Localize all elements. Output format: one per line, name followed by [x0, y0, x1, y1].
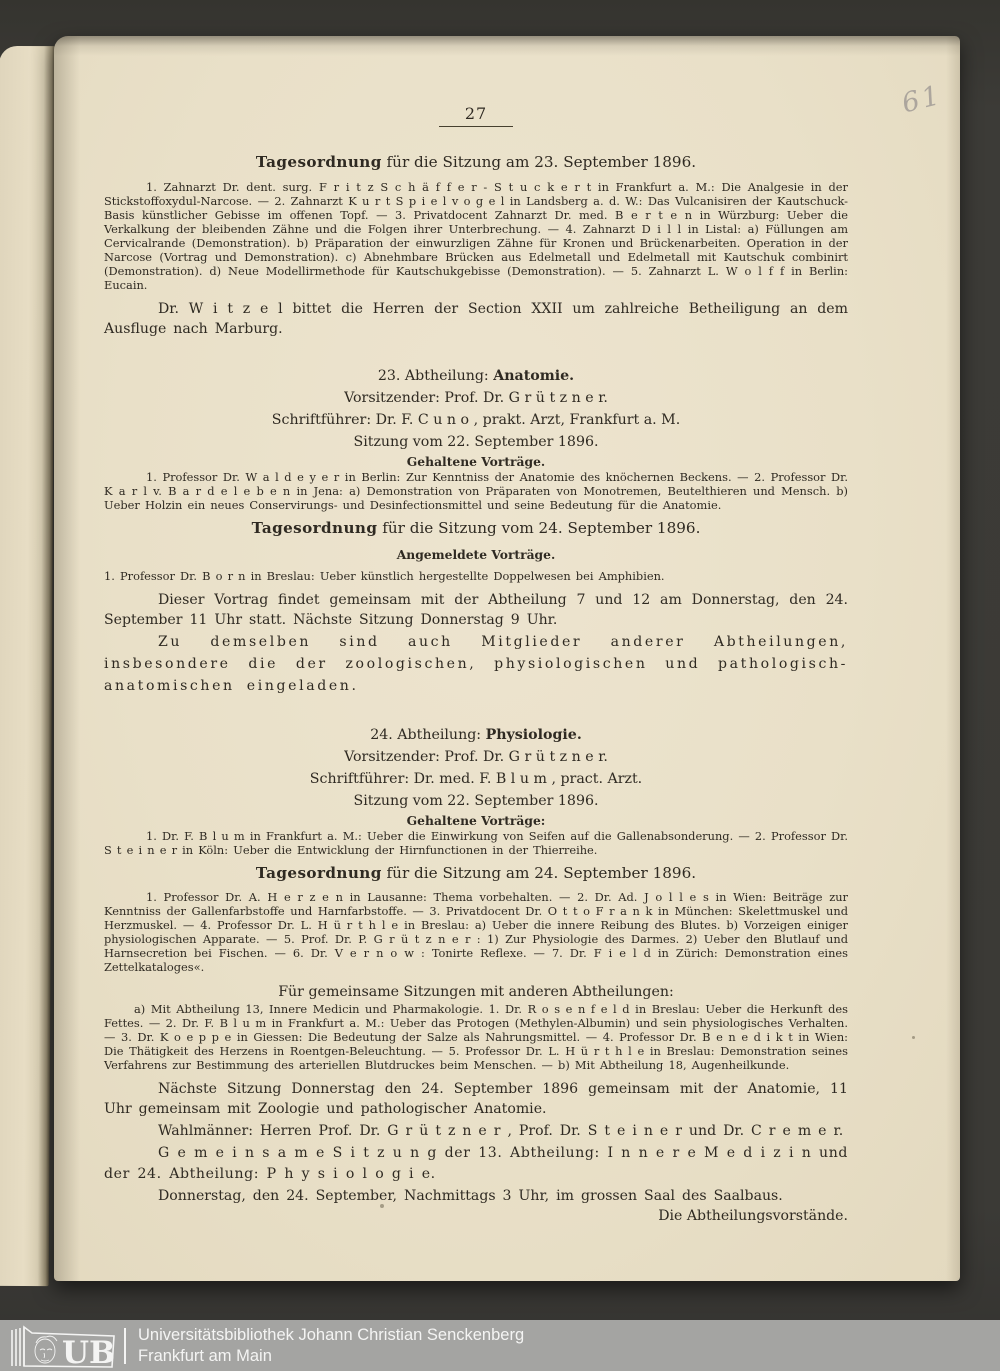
- section-24-joint-session: G e m e i n s a m e S i t z u n g der 13. Abtheilung: I n n e r e M e d i z i n und der 24. Abtheilung: P h y s i o l o g i e.: [104, 1145, 848, 1182]
- excursion-note: Dr. W i t z e l bittet die Herren der Section XXII um zahlreiche Betheiligung an dem Ausfluge nach Marburg.: [104, 300, 848, 337]
- footer-divider: [124, 1328, 126, 1364]
- section-24-heading: [104, 724, 848, 746]
- section-23-number: 23. Abtheilung:: [377, 367, 494, 384]
- footer-text-block: [138, 1325, 524, 1367]
- section-23-held-body: 1. Professor Dr. W a l d e y e r in Berlin: Zur Kenntniss der Anatomie des knöchernen Beckens. — 2. Professor Dr. K a r l v. B a r d e l e b e n in Jena: a) Demonstration von Präparaten von Monotremen, Beutelthieren und Mensch. b) Ueber Holzin ein neues Conservirungs- und Desinfectionsmittel und seine Bedeutung für die Anatomie.: [104, 469, 848, 512]
- section-24-next-session: Nächste Sitzung Donnerstag den 24. September 1896 gemeinsam mit der Anatomie, 11 Uhr gemeinsam mit Zoologie und pathologischer Anatomie.: [104, 1081, 848, 1118]
- section-24-electors: Wahlmänner: Herren Prof. Dr. G r ü t z n e r , Prof. Dr. S t e i n e r und Dr. C r e m e r.: [158, 1123, 844, 1140]
- previous-page-edge: [0, 46, 55, 1286]
- agenda-23-heading-rest: für die Sitzung am 23. September 1896.: [381, 153, 697, 171]
- section-23-held-title: Gehaltene Vorträge.: [406, 453, 546, 469]
- section-24-time-place: Donnerstag, den 24. September, Nachmittags 3 Uhr, im grossen Saal des Saalbaus.: [158, 1187, 783, 1204]
- section-24-agenda-heading: [104, 864, 848, 884]
- section-23-name: Anatomie.: [493, 367, 575, 384]
- section-23-agenda-bold: Tagesordnung: [251, 518, 378, 537]
- section-23-announced-item: 1. Professor Dr. B o r n in Breslau: Ueber künstlich hergestellte Doppelwesen bei Amphibien.: [104, 569, 665, 584]
- section-23-invitation-note: Zu demselben sind auch Mitglieder anderer Abtheilungen, insbesondere die der zoologischen, physiologischen und pathologisch-anatomischen eingeladen.: [104, 634, 848, 695]
- section-24-signature: Die Abtheilungsvorstände.: [658, 1207, 848, 1224]
- section-23-heading: [104, 365, 848, 387]
- ub-logo-text: UB: [62, 1334, 116, 1369]
- book-page: [54, 36, 960, 1281]
- section-24-session-date: Sitzung vom 22. September 1896.: [353, 792, 599, 809]
- agenda-23-heading: [104, 153, 848, 173]
- section-23-chair: Vorsitzender: Prof. Dr. G r ü t z n e r.: [344, 389, 608, 406]
- footer-city: Frankfurt am Main: [138, 1346, 272, 1365]
- section-23-agenda-rest: für die Sitzung vom 24. September 1896.: [377, 518, 701, 537]
- section-24-agenda-bold: Tagesordnung: [255, 863, 382, 882]
- section-23-joint-note: Dieser Vortrag findet gemeinsam mit der Abtheilung 7 und 12 am Donnerstag, den 24. September 11 Uhr statt. Nächste Sitzung Donnerstag 9 Uhr.: [104, 592, 848, 629]
- section-24-held-title: Gehaltene Vorträge:: [406, 812, 546, 828]
- goethe-portrait-icon: [35, 1336, 57, 1363]
- section-24-chair: Vorsitzender: Prof. Dr. G r ü t z n e r.: [344, 748, 608, 765]
- library-footer-bar: [0, 1320, 1000, 1371]
- section-24-joint-title: Für gemeinsame Sitzungen mit anderen Abtheilungen:: [278, 984, 674, 1001]
- agenda-23-body: 1. Zahnarzt Dr. dent. surg. F r i t z S c h ä f f e r - S t u c k e r t in Frankfurt a. M.: Die Analgesie in der Stickstoffoxydul-Narcose. — 2. Zahnarzt K u r t S p i e l v o g e l in Landsberg a. d. W.: Das Vulcanisiren der Kautschuck-Basis künstlicher Gebisse im offenen Topf. — 3. Privatdocent Zahnarzt Dr. med. B e r t e n in Würzburg: Ueber die Verkalkung der bleibenden Zähne und die Folgen ihrer Unterbrechung. — 4. Zahnarzt D i l l in Listal: a) Füllungen am Cervicalrande (Demonstration). b) Präparation der einwurzligen Zähne für Kronen und Brückenarbeiten. Operation in der Narcose (Vortrag und Demonstration). c) Abnehmbare Brücken aus Edelmetall und Edelmetall mit Kautschuk combinirt (Demonstration). d) Neue Modellirmethode für Kautschukgebisse (Demonstration). — 5. Zahnarzt L. W o l f f in Berlin: Eucain.: [104, 179, 848, 292]
- dust-speck: [912, 1036, 915, 1039]
- section-24-agenda-rest: für die Sitzung am 24. September 1896.: [381, 863, 697, 882]
- section-24-secretary: Schriftführer: Dr. med. F. B l u m , pract. Arzt.: [309, 770, 643, 787]
- page-number: 27: [439, 104, 513, 127]
- section-23-agenda-heading: [104, 519, 848, 539]
- section-23-session-date: Sitzung vom 22. September 1896.: [353, 433, 599, 450]
- pencil-note: 61: [898, 79, 946, 120]
- section-24-held-body: 1. Dr. F. B l u m in Frankfurt a. M.: Ueber die Einwirkung von Seifen auf die Gallenabsonderung. — 2. Professor Dr. S t e i n e r in Köln: Ueber die Entwicklung der Hirnfunctionen in der Thierreihe.: [104, 828, 848, 857]
- footer-institution: Universitätsbibliothek Johann Christian Senckenberg: [138, 1325, 525, 1344]
- page-number-row: [104, 104, 848, 127]
- section-24-number: 24. Abtheilung:: [370, 726, 486, 743]
- section-24-agenda-body: 1. Professor Dr. A. H e r z e n in Lausanne: Thema vorbehalten. — 2. Dr. Ad. J o l l e s in Wien: Beiträge zur Kenntniss der Gallenfarbstoffe und Harnfarbstoffe. — 3. Privatdocent Dr. O t t o F r a n k in München: Skelettmuskel und Herzmuskel. — 4. Professor Dr. L. H ü r t h l e in Breslau: a) Ueber die innere Reibung des Blutes. b) Vorzeigen einiger physiologischen Apparate. — 5. Prof. Dr. P. G r ü t z n e r : 1) Zur Physiologie des Darmes. 2) Ueber den Blutlauf und Harnsecretion bei Fischen. — 6. Dr. V e r n o w : Tonirte Reflexe. — 7. Dr. F i e l d in Zürich: Demonstration eines Zettelkataloges«.: [104, 890, 848, 975]
- page-content: [54, 36, 960, 1224]
- agenda-23-heading-bold: Tagesordnung: [255, 153, 382, 171]
- dust-speck: [380, 1204, 384, 1208]
- section-24-name: Physiologie.: [485, 726, 582, 743]
- section-23-secretary: Schriftführer: Dr. F. C u n o , prakt. Arzt, Frankfurt a. M.: [271, 411, 681, 428]
- ub-logo-icon: [10, 1323, 118, 1369]
- section-23-announced-title: Angemeldete Vorträge.: [396, 547, 556, 563]
- section-24-joint-body: a) Mit Abtheilung 13, Innere Medicin und Pharmakologie. 1. Dr. R o s e n f e l d in Breslau: Ueber die Herkunft des Fettes. — 2. Dr. F. B l u m in Frankfurt a. M.: Ueber das Protogen (Methylen-Albumin) und sein physiologisches Verhalten. — 3. Dr. K o e p p e in Giessen: Die Bedeutung der Salze als Nahrungsmittel. — 4. Professor Dr. B e n e d i k t in Wien: Die Thätigkeit des Herzens in Roentgen-Beleuchtung. — 5. Professor Dr. L. H ü r t h l e in Breslau: Demonstration seines Verfahrens zur Bestimmung des arteriellen Blutdruckes beim Menschen. — b) Mit Abtheilung 18, Augenheilkunde.: [104, 1002, 848, 1073]
